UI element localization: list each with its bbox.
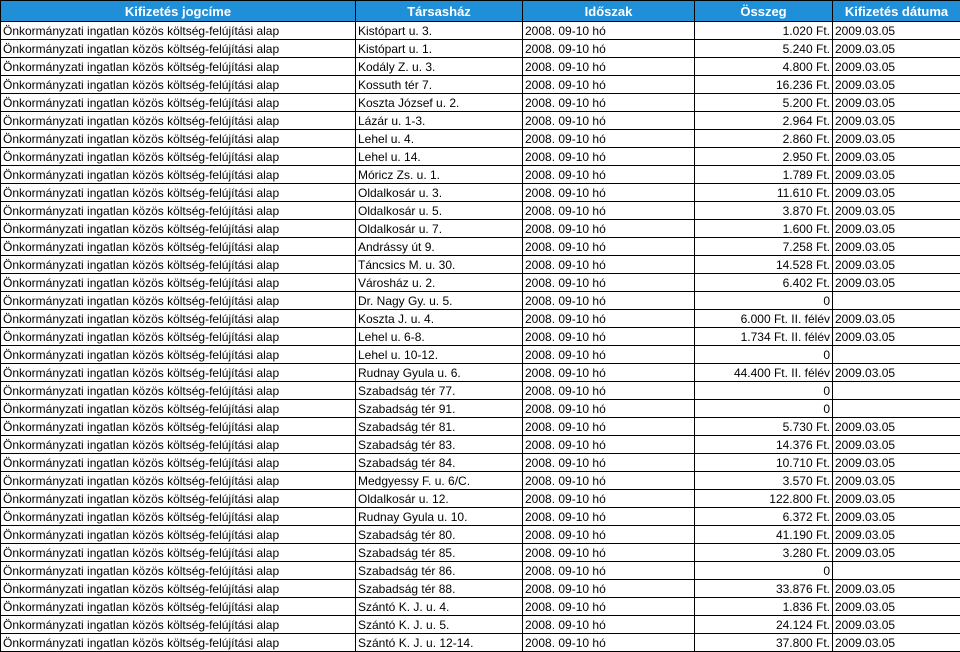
cell-idoszak: 2008. 09-10 hó: [523, 202, 695, 220]
cell-osszeg: 1.020 Ft.: [695, 22, 833, 40]
cell-osszeg: 1.836 Ft.: [695, 598, 833, 616]
cell-tarsashaz: Kistópart u. 3.: [356, 22, 523, 40]
cell-tarsashaz: Szabadság tér 80.: [356, 526, 523, 544]
cell-tarsashaz: Lehel u. 4.: [356, 130, 523, 148]
cell-idoszak: 2008. 09-10 hó: [523, 274, 695, 292]
cell-osszeg: 3.870 Ft.: [695, 202, 833, 220]
table-row: [1, 76, 960, 94]
cell-datum: 2009.03.05: [833, 256, 960, 274]
cell-tarsashaz: Lehel u. 10-12.: [356, 346, 523, 364]
table-row: [1, 508, 960, 526]
header-row: [1, 1, 960, 22]
cell-osszeg: 0: [695, 400, 833, 418]
cell-jogcim: Önkormányzati ingatlan közös költség-felújítási alap: [1, 292, 356, 310]
cell-idoszak: 2008. 09-10 hó: [523, 634, 695, 652]
cell-tarsashaz: Szabadság tér 91.: [356, 400, 523, 418]
cell-jogcim: Önkormányzati ingatlan közös költség-felújítási alap: [1, 58, 356, 76]
cell-datum: 2009.03.05: [833, 544, 960, 562]
cell-osszeg: 0: [695, 562, 833, 580]
table-row: [1, 184, 960, 202]
cell-jogcim: Önkormányzati ingatlan közös költség-felújítási alap: [1, 580, 356, 598]
cell-datum: [833, 346, 960, 364]
cell-tarsashaz: Andrássy út 9.: [356, 238, 523, 256]
cell-jogcim: Önkormányzati ingatlan közös költség-felújítási alap: [1, 76, 356, 94]
cell-datum: 2009.03.05: [833, 166, 960, 184]
cell-datum: 2009.03.05: [833, 616, 960, 634]
cell-osszeg: 1.789 Ft.: [695, 166, 833, 184]
cell-jogcim: Önkormányzati ingatlan közös költség-felújítási alap: [1, 472, 356, 490]
cell-idoszak: 2008. 09-10 hó: [523, 256, 695, 274]
table-row: [1, 22, 960, 40]
cell-idoszak: 2008. 09-10 hó: [523, 526, 695, 544]
cell-osszeg: 5.200 Ft.: [695, 94, 833, 112]
cell-datum: [833, 382, 960, 400]
cell-osszeg: 3.570 Ft.: [695, 472, 833, 490]
table-row: [1, 112, 960, 130]
cell-tarsashaz: Dr. Nagy Gy. u. 5.: [356, 292, 523, 310]
cell-idoszak: 2008. 09-10 hó: [523, 418, 695, 436]
cell-jogcim: Önkormányzati ingatlan közös költség-felújítási alap: [1, 490, 356, 508]
cell-idoszak: 2008. 09-10 hó: [523, 580, 695, 598]
cell-osszeg: 4.800 Ft.: [695, 58, 833, 76]
cell-datum: [833, 292, 960, 310]
cell-datum: 2009.03.05: [833, 472, 960, 490]
cell-datum: 2009.03.05: [833, 40, 960, 58]
cell-idoszak: 2008. 09-10 hó: [523, 130, 695, 148]
table-row: [1, 544, 960, 562]
cell-datum: 2009.03.05: [833, 526, 960, 544]
cell-jogcim: Önkormányzati ingatlan közös költség-felújítási alap: [1, 634, 356, 652]
cell-osszeg: 5.240 Ft.: [695, 40, 833, 58]
cell-osszeg: 1.600 Ft.: [695, 220, 833, 238]
cell-jogcim: Önkormányzati ingatlan közös költség-felújítási alap: [1, 256, 356, 274]
cell-tarsashaz: Kossuth tér 7.: [356, 76, 523, 94]
cell-tarsashaz: Oldalkosár u. 5.: [356, 202, 523, 220]
cell-datum: 2009.03.05: [833, 508, 960, 526]
cell-osszeg: 10.710 Ft.: [695, 454, 833, 472]
cell-datum: 2009.03.05: [833, 76, 960, 94]
cell-tarsashaz: Rudnay Gyula u. 6.: [356, 364, 523, 382]
cell-datum: 2009.03.05: [833, 148, 960, 166]
header-idoszak: Időszak: [523, 1, 695, 22]
cell-osszeg: 6.402 Ft.: [695, 274, 833, 292]
cell-tarsashaz: Szabadság tér 85.: [356, 544, 523, 562]
cell-jogcim: Önkormányzati ingatlan közös költség-felújítási alap: [1, 202, 356, 220]
cell-datum: 2009.03.05: [833, 436, 960, 454]
cell-osszeg: 122.800 Ft.: [695, 490, 833, 508]
cell-osszeg: 0: [695, 292, 833, 310]
cell-idoszak: 2008. 09-10 hó: [523, 400, 695, 418]
table-row: [1, 256, 960, 274]
cell-idoszak: 2008. 09-10 hó: [523, 346, 695, 364]
cell-idoszak: 2008. 09-10 hó: [523, 328, 695, 346]
table-row: [1, 436, 960, 454]
cell-osszeg: 14.528 Ft.: [695, 256, 833, 274]
table-row: [1, 418, 960, 436]
cell-idoszak: 2008. 09-10 hó: [523, 544, 695, 562]
cell-idoszak: 2008. 09-10 hó: [523, 94, 695, 112]
cell-tarsashaz: Szabadság tér 88.: [356, 580, 523, 598]
cell-tarsashaz: Kodály Z. u. 3.: [356, 58, 523, 76]
cell-idoszak: 2008. 09-10 hó: [523, 76, 695, 94]
table-row: [1, 634, 960, 652]
table-row: [1, 328, 960, 346]
cell-jogcim: Önkormányzati ingatlan közös költség-felújítási alap: [1, 346, 356, 364]
cell-osszeg: 24.124 Ft.: [695, 616, 833, 634]
cell-osszeg: 2.950 Ft.: [695, 148, 833, 166]
cell-tarsashaz: Lehel u. 14.: [356, 148, 523, 166]
header-jogcim: Kifizetés jogcíme: [1, 1, 356, 22]
cell-tarsashaz: Szántó K. J. u. 12-14.: [356, 634, 523, 652]
table-row: [1, 454, 960, 472]
cell-jogcim: Önkormányzati ingatlan közös költség-felújítási alap: [1, 526, 356, 544]
cell-idoszak: 2008. 09-10 hó: [523, 112, 695, 130]
cell-jogcim: Önkormányzati ingatlan közös költség-felújítási alap: [1, 436, 356, 454]
cell-datum: 2009.03.05: [833, 598, 960, 616]
cell-idoszak: 2008. 09-10 hó: [523, 508, 695, 526]
table-row: [1, 382, 960, 400]
cell-datum: 2009.03.05: [833, 364, 960, 382]
table-row: [1, 346, 960, 364]
cell-idoszak: 2008. 09-10 hó: [523, 598, 695, 616]
cell-tarsashaz: Oldalkosár u. 7.: [356, 220, 523, 238]
cell-datum: 2009.03.05: [833, 274, 960, 292]
cell-datum: 2009.03.05: [833, 184, 960, 202]
cell-idoszak: 2008. 09-10 hó: [523, 238, 695, 256]
cell-osszeg: 5.730 Ft.: [695, 418, 833, 436]
cell-jogcim: Önkormányzati ingatlan közös költség-felújítási alap: [1, 508, 356, 526]
cell-jogcim: Önkormányzati ingatlan közös költség-felújítási alap: [1, 148, 356, 166]
cell-osszeg: 16.236 Ft.: [695, 76, 833, 94]
cell-jogcim: Önkormányzati ingatlan közös költség-felújítási alap: [1, 562, 356, 580]
cell-jogcim: Önkormányzati ingatlan közös költség-felújítási alap: [1, 220, 356, 238]
cell-datum: 2009.03.05: [833, 490, 960, 508]
table-row: [1, 580, 960, 598]
cell-tarsashaz: Szabadság tér 81.: [356, 418, 523, 436]
cell-idoszak: 2008. 09-10 hó: [523, 58, 695, 76]
cell-datum: 2009.03.05: [833, 112, 960, 130]
cell-tarsashaz: Móricz Zs. u. 1.: [356, 166, 523, 184]
cell-tarsashaz: Szabadság tér 83.: [356, 436, 523, 454]
table-row: [1, 202, 960, 220]
cell-osszeg: 37.800 Ft.: [695, 634, 833, 652]
cell-jogcim: Önkormányzati ingatlan közös költség-felújítási alap: [1, 400, 356, 418]
cell-tarsashaz: Városház u. 2.: [356, 274, 523, 292]
cell-idoszak: 2008. 09-10 hó: [523, 148, 695, 166]
cell-idoszak: 2008. 09-10 hó: [523, 616, 695, 634]
cell-osszeg: 1.734 Ft. II. félév: [695, 328, 833, 346]
table-body: [1, 22, 960, 652]
cell-osszeg: 7.258 Ft.: [695, 238, 833, 256]
cell-jogcim: Önkormányzati ingatlan közös költség-felújítási alap: [1, 454, 356, 472]
table-row: [1, 364, 960, 382]
cell-datum: 2009.03.05: [833, 310, 960, 328]
cell-tarsashaz: Táncsics M. u. 30.: [356, 256, 523, 274]
cell-jogcim: Önkormányzati ingatlan közös költség-felújítási alap: [1, 130, 356, 148]
cell-idoszak: 2008. 09-10 hó: [523, 562, 695, 580]
table-row: [1, 526, 960, 544]
cell-datum: 2009.03.05: [833, 22, 960, 40]
cell-idoszak: 2008. 09-10 hó: [523, 454, 695, 472]
header-osszeg: Összeg: [695, 1, 833, 22]
table-row: [1, 400, 960, 418]
cell-jogcim: Önkormányzati ingatlan közös költség-felújítási alap: [1, 184, 356, 202]
cell-tarsashaz: Szántó K. J. u. 4.: [356, 598, 523, 616]
cell-idoszak: 2008. 09-10 hó: [523, 490, 695, 508]
cell-tarsashaz: Oldalkosár u. 3.: [356, 184, 523, 202]
cell-datum: 2009.03.05: [833, 94, 960, 112]
table-row: [1, 58, 960, 76]
cell-osszeg: 41.190 Ft.: [695, 526, 833, 544]
cell-jogcim: Önkormányzati ingatlan közös költség-felújítási alap: [1, 418, 356, 436]
cell-idoszak: 2008. 09-10 hó: [523, 220, 695, 238]
cell-osszeg: 33.876 Ft.: [695, 580, 833, 598]
cell-tarsashaz: Szabadság tér 86.: [356, 562, 523, 580]
cell-jogcim: Önkormányzati ingatlan közös költség-felújítási alap: [1, 598, 356, 616]
table-row: [1, 292, 960, 310]
cell-tarsashaz: Koszta J. u. 4.: [356, 310, 523, 328]
table-row: [1, 220, 960, 238]
cell-datum: 2009.03.05: [833, 130, 960, 148]
cell-datum: 2009.03.05: [833, 634, 960, 652]
cell-idoszak: 2008. 09-10 hó: [523, 40, 695, 58]
cell-datum: 2009.03.05: [833, 580, 960, 598]
cell-osszeg: 44.400 Ft. II. félév: [695, 364, 833, 382]
cell-jogcim: Önkormányzati ingatlan közös költség-felújítási alap: [1, 238, 356, 256]
cell-tarsashaz: Szántó K. J. u. 5.: [356, 616, 523, 634]
cell-idoszak: 2008. 09-10 hó: [523, 22, 695, 40]
cell-datum: 2009.03.05: [833, 418, 960, 436]
table-row: [1, 40, 960, 58]
cell-tarsashaz: Szabadság tér 77.: [356, 382, 523, 400]
cell-osszeg: 6.372 Ft.: [695, 508, 833, 526]
cell-datum: 2009.03.05: [833, 202, 960, 220]
cell-jogcim: Önkormányzati ingatlan közös költség-felújítási alap: [1, 544, 356, 562]
table-row: [1, 598, 960, 616]
cell-jogcim: Önkormányzati ingatlan közös költség-felújítási alap: [1, 94, 356, 112]
cell-idoszak: 2008. 09-10 hó: [523, 472, 695, 490]
table-row: [1, 238, 960, 256]
cell-tarsashaz: Oldalkosár u. 12.: [356, 490, 523, 508]
cell-idoszak: 2008. 09-10 hó: [523, 364, 695, 382]
cell-osszeg: 2.860 Ft.: [695, 130, 833, 148]
table-row: [1, 490, 960, 508]
cell-jogcim: Önkormányzati ingatlan közös költség-felújítási alap: [1, 22, 356, 40]
table-row: [1, 310, 960, 328]
cell-tarsashaz: Medgyessy F. u. 6/C.: [356, 472, 523, 490]
cell-tarsashaz: Lehel u. 6-8.: [356, 328, 523, 346]
cell-datum: 2009.03.05: [833, 220, 960, 238]
cell-idoszak: 2008. 09-10 hó: [523, 310, 695, 328]
cell-osszeg: 0: [695, 382, 833, 400]
cell-tarsashaz: Lázár u. 1-3.: [356, 112, 523, 130]
cell-jogcim: Önkormányzati ingatlan közös költség-felújítási alap: [1, 310, 356, 328]
cell-osszeg: 14.376 Ft.: [695, 436, 833, 454]
table-row: [1, 130, 960, 148]
cell-datum: 2009.03.05: [833, 454, 960, 472]
cell-osszeg: 6.000 Ft. II. félév: [695, 310, 833, 328]
cell-tarsashaz: Szabadság tér 84.: [356, 454, 523, 472]
cell-jogcim: Önkormányzati ingatlan közös költség-felújítási alap: [1, 328, 356, 346]
cell-tarsashaz: Rudnay Gyula u. 10.: [356, 508, 523, 526]
table-row: [1, 274, 960, 292]
table-row: [1, 562, 960, 580]
header-tarsashaz: Társasház: [356, 1, 523, 22]
header-datum: Kifizetés dátuma: [833, 1, 960, 22]
cell-datum: [833, 400, 960, 418]
cell-idoszak: 2008. 09-10 hó: [523, 382, 695, 400]
cell-jogcim: Önkormányzati ingatlan közös költség-felújítási alap: [1, 166, 356, 184]
cell-osszeg: 2.964 Ft.: [695, 112, 833, 130]
cell-datum: 2009.03.05: [833, 328, 960, 346]
cell-datum: 2009.03.05: [833, 58, 960, 76]
table-row: [1, 148, 960, 166]
cell-osszeg: 0: [695, 346, 833, 364]
cell-idoszak: 2008. 09-10 hó: [523, 436, 695, 454]
cell-jogcim: Önkormányzati ingatlan közös költség-felújítási alap: [1, 616, 356, 634]
cell-jogcim: Önkormányzati ingatlan közös költség-felújítási alap: [1, 112, 356, 130]
table-row: [1, 616, 960, 634]
cell-idoszak: 2008. 09-10 hó: [523, 166, 695, 184]
cell-datum: 2009.03.05: [833, 238, 960, 256]
cell-jogcim: Önkormányzati ingatlan közös költség-felújítási alap: [1, 274, 356, 292]
table-row: [1, 472, 960, 490]
cell-idoszak: 2008. 09-10 hó: [523, 184, 695, 202]
cell-tarsashaz: Koszta József u. 2.: [356, 94, 523, 112]
cell-idoszak: 2008. 09-10 hó: [523, 292, 695, 310]
table-row: [1, 166, 960, 184]
cell-osszeg: 3.280 Ft.: [695, 544, 833, 562]
cell-jogcim: Önkormányzati ingatlan közös költség-felújítási alap: [1, 40, 356, 58]
cell-jogcim: Önkormányzati ingatlan közös költség-felújítási alap: [1, 364, 356, 382]
cell-datum: [833, 562, 960, 580]
table-row: [1, 94, 960, 112]
cell-tarsashaz: Kistópart u. 1.: [356, 40, 523, 58]
cell-jogcim: Önkormányzati ingatlan közös költség-felújítási alap: [1, 382, 356, 400]
cell-osszeg: 11.610 Ft.: [695, 184, 833, 202]
